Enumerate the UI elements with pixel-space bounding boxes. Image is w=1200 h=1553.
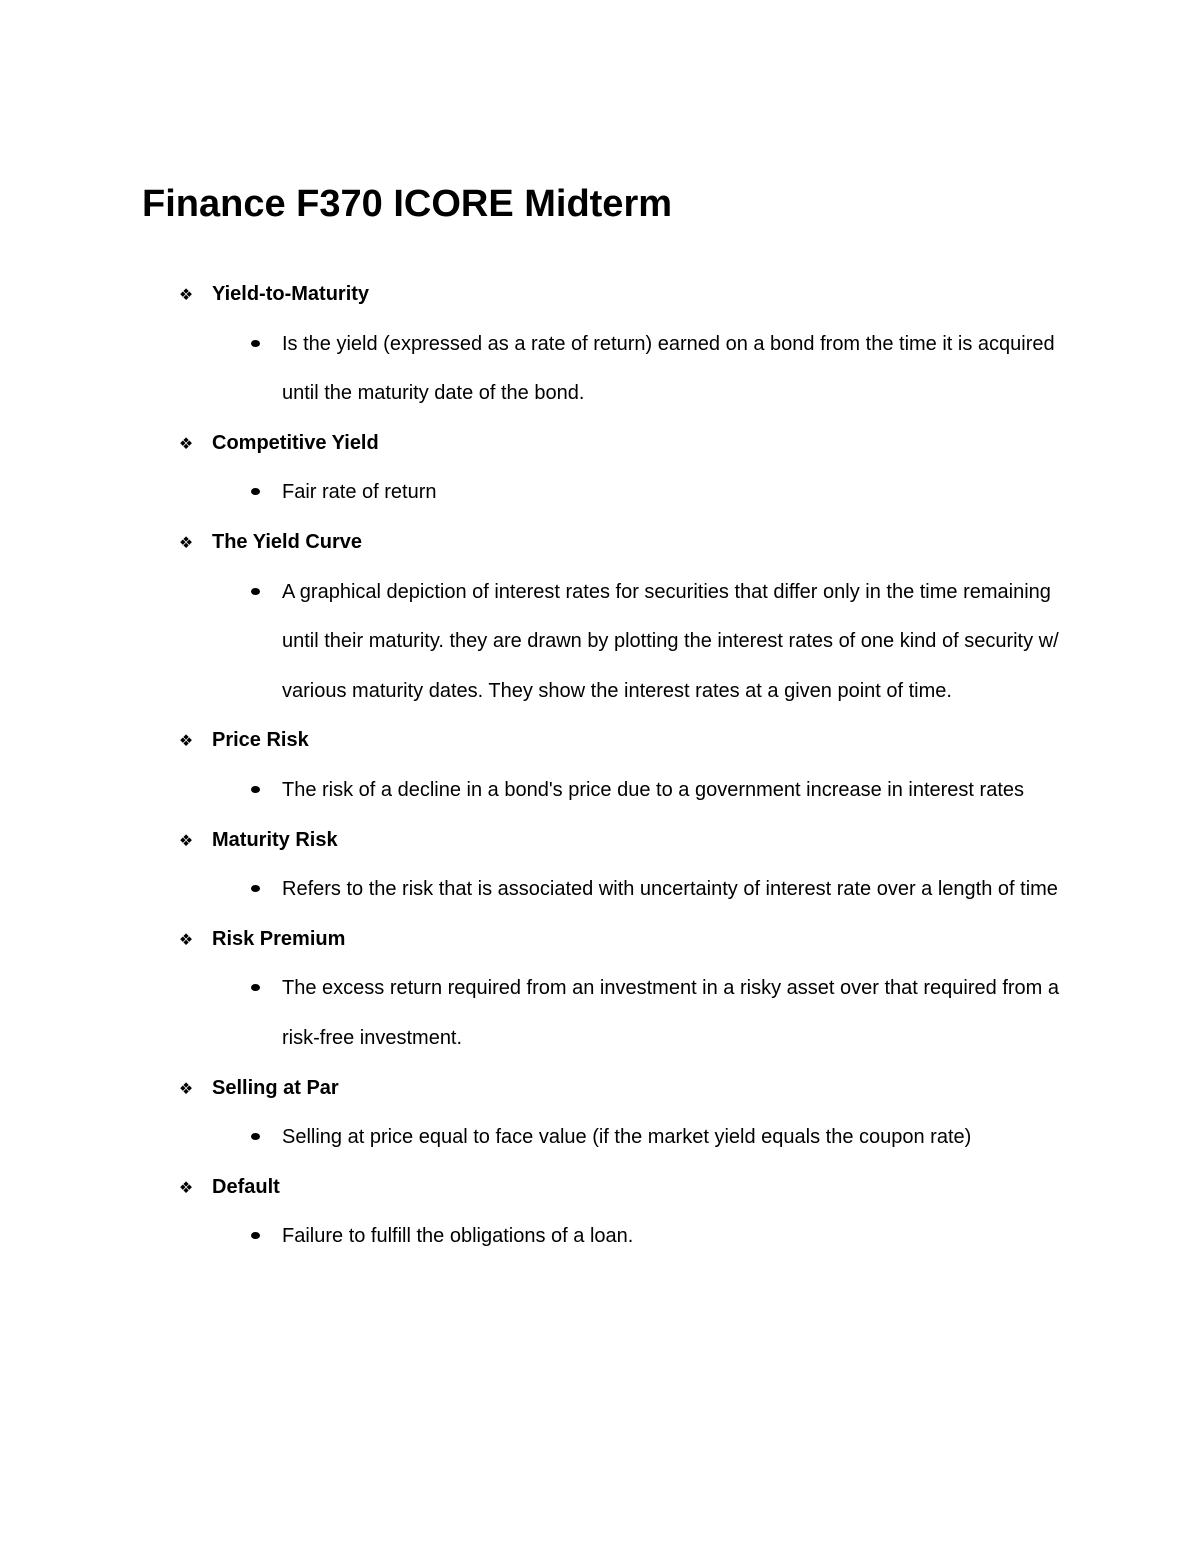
definition-list — [0, 1212, 1200, 1262]
definition-item — [0, 468, 1200, 518]
definition-text: The risk of a decline in a bond's price due to a government increase in interest rates — [282, 778, 1025, 801]
term-item — [0, 716, 1200, 815]
diamond-bullet-icon: ❖ — [178, 830, 194, 850]
definition-text: Is the yield (expressed as a rate of return) earned on a bond from the time it is acquired until the maturity date of the bond. — [282, 332, 1055, 405]
term-name: The Yield Curve — [212, 530, 363, 553]
diamond-bullet-icon: ❖ — [178, 1078, 194, 1098]
round-bullet-icon — [251, 1133, 260, 1140]
definition-item — [0, 766, 1200, 816]
round-bullet-icon — [251, 588, 260, 595]
definition-item — [0, 568, 1200, 717]
diamond-bullet-icon: ❖ — [178, 285, 194, 304]
term-name: Risk Premium — [212, 927, 346, 950]
term-heading — [0, 915, 1200, 965]
definition-list — [0, 468, 1200, 518]
term-item — [0, 518, 1200, 716]
term-item — [0, 1163, 1200, 1262]
term-item — [0, 270, 1200, 419]
round-bullet-icon — [251, 885, 260, 892]
definition-list — [0, 320, 1200, 419]
definition-item — [0, 865, 1200, 915]
definition-item — [0, 964, 1200, 1063]
term-item — [0, 419, 1200, 518]
diamond-bullet-icon: ❖ — [178, 433, 194, 453]
term-heading — [0, 419, 1200, 469]
definition-item — [0, 1113, 1200, 1163]
definition-list — [0, 865, 1200, 915]
round-bullet-icon — [251, 786, 260, 793]
definition-text: Failure to fulfill the obligations of a loan. — [282, 1225, 634, 1248]
round-bullet-icon — [251, 488, 260, 495]
definition-item — [0, 320, 1200, 419]
term-heading — [0, 716, 1200, 766]
term-heading — [0, 816, 1200, 866]
diamond-bullet-icon: ❖ — [178, 731, 194, 751]
page-title: Finance F370 ICORE Midterm — [142, 183, 673, 225]
definition-list — [0, 766, 1200, 816]
term-name: Selling at Par — [212, 1076, 339, 1099]
definition-list — [0, 964, 1200, 1063]
definition-text: Selling at price equal to face value (if the market yield equals the coupon rate) — [282, 1126, 972, 1149]
definition-text: A graphical depiction of interest rates for securities that differ only in the time remaining until their maturity. they are drawn by plotting the interest rates of one kind of security w/ various maturity dates. They show the interest rates at a given point of time. — [282, 580, 1059, 702]
definition-text: Refers to the risk that is associated with uncertainty of interest rate over a length of time — [282, 878, 1058, 901]
term-heading — [0, 1163, 1200, 1213]
diamond-bullet-icon: ❖ — [178, 929, 194, 949]
definition-item — [0, 1212, 1200, 1262]
term-heading — [0, 518, 1200, 568]
diamond-bullet-icon: ❖ — [178, 532, 194, 552]
definition-list — [0, 568, 1200, 717]
term-heading — [0, 1064, 1200, 1114]
term-name: Competitive Yield — [212, 431, 379, 454]
term-item — [0, 816, 1200, 915]
round-bullet-icon — [251, 340, 260, 347]
round-bullet-icon — [251, 984, 260, 991]
term-item — [0, 1064, 1200, 1163]
term-name: Yield-to-Maturity — [212, 283, 370, 305]
term-name: Default — [212, 1175, 280, 1198]
round-bullet-icon — [251, 1232, 260, 1239]
term-list — [0, 270, 1200, 1262]
term-heading — [0, 270, 1200, 320]
definition-text: The excess return required from an investment in a risky asset over that required from a risk-free investment. — [282, 977, 1060, 1049]
definition-list — [0, 1113, 1200, 1163]
term-name: Maturity Risk — [212, 828, 338, 851]
term-item — [0, 915, 1200, 1064]
term-name: Price Risk — [212, 729, 309, 752]
definition-text: Fair rate of return — [282, 481, 437, 504]
diamond-bullet-icon: ❖ — [178, 1177, 194, 1197]
